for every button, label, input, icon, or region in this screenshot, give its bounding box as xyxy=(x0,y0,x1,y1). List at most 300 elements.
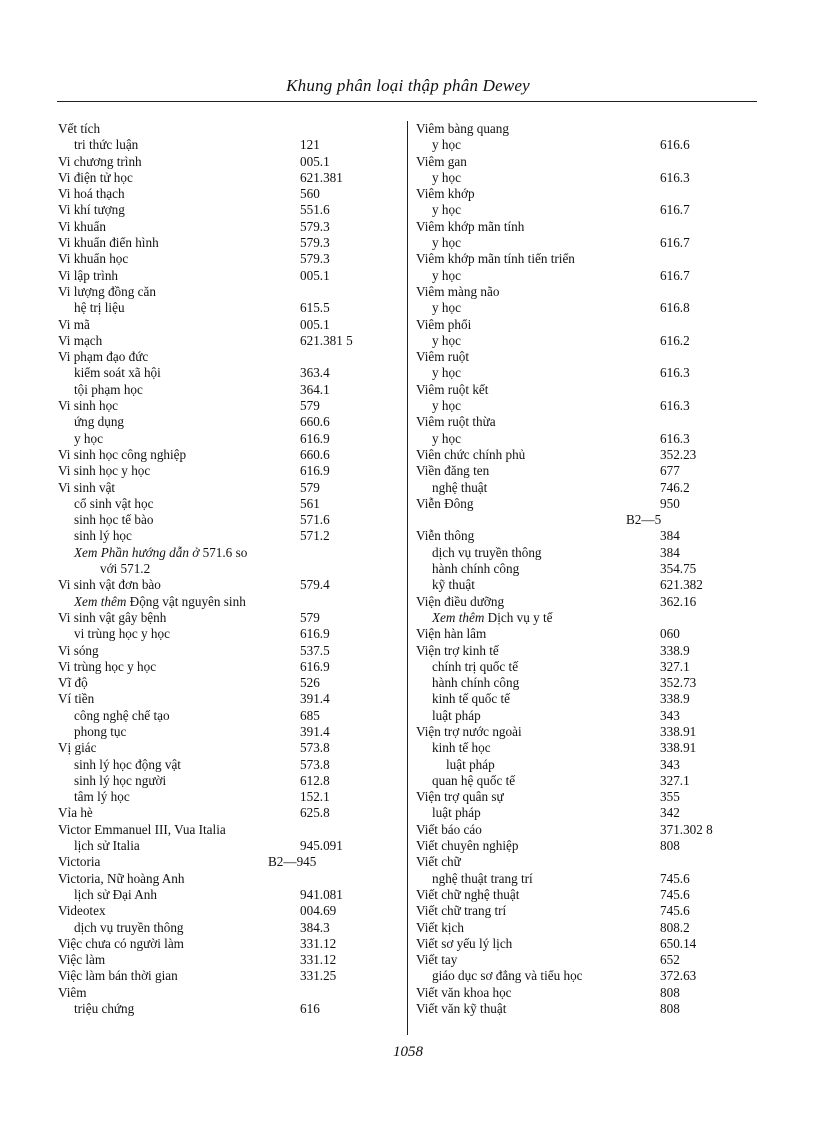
class-number: 745.6 xyxy=(660,870,690,886)
see-reference-target: Dịch vụ y tế xyxy=(484,609,553,625)
index-entry xyxy=(58,675,406,691)
class-number: 005.1 xyxy=(300,153,330,169)
index-entry xyxy=(58,740,406,756)
index-term: quan hệ quốc tế xyxy=(432,772,516,788)
index-entry xyxy=(58,186,406,202)
index-term: kỹ thuật xyxy=(432,577,475,593)
index-entry xyxy=(58,300,406,316)
index-term: Viết tay xyxy=(416,952,458,968)
index-term: Vi mã xyxy=(58,316,90,332)
index-entry xyxy=(416,512,716,528)
class-number: 616.7 xyxy=(660,202,690,218)
index-term: y học xyxy=(432,430,461,446)
index-term: Vi trùng học y học xyxy=(58,658,157,674)
class-number: 677 xyxy=(660,463,680,479)
index-term: Viền đăng ten xyxy=(416,463,490,479)
class-number: 621.382 xyxy=(660,577,703,593)
index-entry xyxy=(416,349,716,365)
index-entry xyxy=(58,610,406,626)
index-entry xyxy=(58,985,406,1001)
index-entry xyxy=(58,431,406,447)
index-entry xyxy=(58,137,406,153)
index-entry xyxy=(416,398,716,414)
index-entry xyxy=(58,463,406,479)
index-entry xyxy=(416,985,716,1001)
index-column-left xyxy=(58,121,406,1017)
index-term: Vi sinh vật xyxy=(58,479,116,495)
index-entry xyxy=(58,317,406,333)
index-entry xyxy=(58,691,406,707)
class-number: 660.6 xyxy=(300,446,330,462)
index-term: Vi sinh vật đơn bào xyxy=(58,577,161,593)
class-number: 621.381 5 xyxy=(300,332,353,348)
index-term: Việc làm xyxy=(58,952,106,968)
class-number: 352.23 xyxy=(660,446,697,462)
class-number: 579 xyxy=(300,479,320,495)
class-number: 571.6 xyxy=(300,512,330,528)
index-term: kinh tế học xyxy=(432,740,491,756)
class-number: 616.9 xyxy=(300,430,330,446)
index-entry xyxy=(416,300,716,316)
class-number: 685 xyxy=(300,707,320,723)
index-term: Vi sinh học y học xyxy=(58,463,151,479)
class-number: 650.14 xyxy=(660,935,697,951)
index-entry xyxy=(58,708,406,724)
index-entry xyxy=(58,952,406,968)
index-term: luật pháp xyxy=(432,707,481,723)
index-term: luật pháp xyxy=(432,805,481,821)
class-number: 808 xyxy=(660,838,680,854)
index-term: Viễn Đông xyxy=(416,495,474,511)
index-entry xyxy=(416,643,716,659)
index-entry xyxy=(58,659,406,675)
index-term: kinh tế quốc tế xyxy=(432,691,511,707)
index-term: nghệ thuật trang trí xyxy=(432,870,533,886)
class-number: 745.6 xyxy=(660,903,690,919)
class-number: 616 xyxy=(300,1001,320,1017)
class-number: 652 xyxy=(660,952,680,968)
index-term: sinh lý học người xyxy=(74,772,167,788)
see-reference-label: Xem Phần hướng dẫn ở xyxy=(74,544,200,560)
class-number: 615.5 xyxy=(300,300,330,316)
index-term: Viễn thông xyxy=(416,528,475,544)
index-entry xyxy=(58,871,406,887)
index-term: tội phạm học xyxy=(74,381,143,397)
index-term: Viêm ruột kết xyxy=(416,381,489,397)
class-number: 384 xyxy=(660,528,680,544)
index-entry xyxy=(416,1001,716,1017)
class-number: 372.63 xyxy=(660,968,697,984)
index-term: y học xyxy=(432,332,461,348)
class-number: 616.6 xyxy=(660,137,690,153)
index-entry xyxy=(416,154,716,170)
index-term: Viêm khớp mãn tính tiến triển xyxy=(416,251,575,267)
index-entry xyxy=(58,789,406,805)
index-entry xyxy=(416,610,716,626)
index-entry xyxy=(58,528,406,544)
index-entry xyxy=(416,854,716,870)
see-reference-label: Xem thêm xyxy=(432,609,485,625)
index-entry xyxy=(416,414,716,430)
index-term: sinh lý học xyxy=(74,528,132,544)
index-term: Viên chức chính phủ xyxy=(416,446,526,462)
index-term: tâm lý học xyxy=(74,789,130,805)
class-number: 579.3 xyxy=(300,235,330,251)
index-entry xyxy=(416,626,716,642)
class-number: B2—945 xyxy=(268,854,317,870)
class-number: 551.6 xyxy=(300,202,330,218)
class-number: 060 xyxy=(660,626,680,642)
index-term: Vi phạm đạo đức xyxy=(58,349,149,365)
index-entry xyxy=(416,251,716,267)
class-number: 384.3 xyxy=(300,919,330,935)
class-number: 579.3 xyxy=(300,218,330,234)
index-term: Viện điều dưỡng xyxy=(416,593,505,609)
index-entry xyxy=(58,920,406,936)
index-entry xyxy=(58,903,406,919)
index-entry xyxy=(58,496,406,512)
index-entry xyxy=(416,382,716,398)
class-number: 660.6 xyxy=(300,414,330,430)
index-term: Viện trợ kinh tế xyxy=(416,642,499,658)
class-number: 616.9 xyxy=(300,658,330,674)
index-term: sinh lý học động vật xyxy=(74,756,181,772)
index-term: y học xyxy=(432,137,461,153)
index-entry xyxy=(58,822,406,838)
index-term: Viết văn kỹ thuật xyxy=(416,1001,507,1017)
class-number: 352.73 xyxy=(660,675,697,691)
class-number: 616.3 xyxy=(660,365,690,381)
index-term: Vi sinh học công nghiệp xyxy=(58,446,187,462)
class-number: 005.1 xyxy=(300,316,330,332)
class-number: 625.8 xyxy=(300,805,330,821)
index-entry xyxy=(416,838,716,854)
class-number: 950 xyxy=(660,495,680,511)
class-number: 343 xyxy=(660,707,680,723)
index-entry xyxy=(58,398,406,414)
index-entry xyxy=(416,528,716,544)
index-term: Viêm màng não xyxy=(416,283,500,299)
index-term: y học xyxy=(432,267,461,283)
index-term: y học xyxy=(432,202,461,218)
index-term: phong tục xyxy=(74,723,127,739)
class-number: 561 xyxy=(300,495,320,511)
index-term: Victoria xyxy=(58,854,101,870)
index-term: giáo dục sơ đẳng và tiểu học xyxy=(432,968,583,984)
index-entry xyxy=(416,121,716,137)
class-number: 152.1 xyxy=(300,789,330,805)
index-entry xyxy=(58,235,406,251)
index-term: y học xyxy=(74,430,103,446)
index-term: dịch vụ truyền thông xyxy=(432,544,542,560)
index-term xyxy=(432,610,553,626)
see-reference-label: Xem thêm xyxy=(74,593,127,609)
index-entry xyxy=(58,594,406,610)
index-term: hành chính công xyxy=(432,675,520,691)
class-number: B2—5 xyxy=(626,512,662,528)
index-term: dịch vụ truyền thông xyxy=(74,919,184,935)
class-number: 537.5 xyxy=(300,642,330,658)
index-term: Viêm gan xyxy=(416,153,467,169)
index-entry xyxy=(416,235,716,251)
index-entry xyxy=(58,414,406,430)
index-term xyxy=(74,594,246,610)
class-number: 005.1 xyxy=(300,267,330,283)
index-entry xyxy=(416,822,716,838)
index-term: Vi sóng xyxy=(58,642,99,658)
index-entry xyxy=(416,431,716,447)
index-entry xyxy=(416,887,716,903)
index-term: Viện trợ nước ngoài xyxy=(416,723,522,739)
index-entry xyxy=(58,854,406,870)
index-term: Videotex xyxy=(58,903,106,919)
index-entry xyxy=(416,480,716,496)
class-number: 327.1 xyxy=(660,658,690,674)
index-entry xyxy=(58,561,406,577)
class-number: 616.9 xyxy=(300,626,330,642)
index-entry xyxy=(416,903,716,919)
index-entry xyxy=(416,659,716,675)
class-number: 745.6 xyxy=(660,886,690,902)
index-entry xyxy=(416,137,716,153)
class-number: 391.4 xyxy=(300,723,330,739)
index-entry xyxy=(416,594,716,610)
class-number: 941.081 xyxy=(300,886,343,902)
index-entry xyxy=(416,968,716,984)
class-number: 616.3 xyxy=(660,430,690,446)
index-term: Viết báo cáo xyxy=(416,821,482,837)
class-number: 616.9 xyxy=(300,463,330,479)
see-reference-target: 571.6 so xyxy=(199,544,248,560)
class-number: 364.1 xyxy=(300,381,330,397)
index-term: Vi khuẩn xyxy=(58,218,106,234)
class-number: 354.75 xyxy=(660,561,697,577)
class-number: 808.2 xyxy=(660,919,690,935)
index-entry xyxy=(58,1001,406,1017)
class-number: 526 xyxy=(300,675,320,691)
index-entry xyxy=(416,219,716,235)
index-entry xyxy=(416,545,716,561)
index-term: vi trùng học y học xyxy=(74,626,170,642)
index-term: Vỉa hè xyxy=(58,805,93,821)
index-column-right xyxy=(416,121,716,1017)
class-number: 362.16 xyxy=(660,593,697,609)
index-term: với 571.2 xyxy=(100,561,151,577)
index-term: Viết chữ nghệ thuật xyxy=(416,886,520,902)
index-term: công nghệ chế tạo xyxy=(74,707,170,723)
class-number: 571.2 xyxy=(300,528,330,544)
see-reference-target: Động vật nguyên sinh xyxy=(126,593,246,609)
class-number: 355 xyxy=(660,789,680,805)
index-entry xyxy=(416,740,716,756)
class-number: 384 xyxy=(660,544,680,560)
class-number: 342 xyxy=(660,805,680,821)
index-term: y học xyxy=(432,300,461,316)
index-term: sinh học tế bào xyxy=(74,512,154,528)
class-number: 560 xyxy=(300,186,320,202)
class-number: 338.91 xyxy=(660,740,697,756)
index-entry xyxy=(416,757,716,773)
class-number: 579.4 xyxy=(300,577,330,593)
index-entry xyxy=(416,496,716,512)
class-number: 327.1 xyxy=(660,772,690,788)
index-term: Viết chữ xyxy=(416,854,461,870)
index-term: Victoria, Nữ hoàng Anh xyxy=(58,870,185,886)
index-entry xyxy=(58,382,406,398)
class-number: 616.3 xyxy=(660,169,690,185)
index-term: Ví tiền xyxy=(58,691,95,707)
header-rule xyxy=(57,101,757,102)
index-entry xyxy=(416,365,716,381)
index-term: kiểm soát xã hội xyxy=(74,365,161,381)
class-number: 579 xyxy=(300,398,320,414)
index-term: y học xyxy=(432,235,461,251)
index-entry xyxy=(58,968,406,984)
index-term: Vi sinh học xyxy=(58,398,119,414)
index-entry xyxy=(58,447,406,463)
index-entry xyxy=(58,121,406,137)
class-number: 573.8 xyxy=(300,740,330,756)
index-entry xyxy=(58,349,406,365)
index-term: Viết kịch xyxy=(416,919,464,935)
index-term: ứng dụng xyxy=(74,414,125,430)
index-term: Vi mạch xyxy=(58,332,103,348)
index-term: Viêm ruột xyxy=(416,349,470,365)
index-term: Viết sơ yếu lý lịch xyxy=(416,935,513,951)
index-term: Viết văn khoa học xyxy=(416,984,512,1000)
index-entry xyxy=(58,626,406,642)
index-term: Viết chuyên nghiệp xyxy=(416,838,519,854)
index-entry xyxy=(416,186,716,202)
index-term: Viêm bàng quang xyxy=(416,121,509,136)
index-term: Vi chương trình xyxy=(58,153,142,169)
index-term: Victor Emmanuel III, Vua Italia xyxy=(58,821,226,837)
index-term: Vĩ độ xyxy=(58,675,88,691)
index-term: y học xyxy=(432,398,461,414)
class-number: 945.091 xyxy=(300,838,343,854)
index-entry xyxy=(58,838,406,854)
class-number: 621.381 xyxy=(300,169,343,185)
index-entry xyxy=(416,789,716,805)
class-number: 808 xyxy=(660,984,680,1000)
index-entry xyxy=(58,757,406,773)
index-entry xyxy=(58,170,406,186)
index-term: chính trị quốc tế xyxy=(432,658,519,674)
class-number: 612.8 xyxy=(300,772,330,788)
index-term: Viết chữ trang trí xyxy=(416,903,507,919)
index-term: hành chính công xyxy=(432,561,520,577)
class-number: 616.8 xyxy=(660,300,690,316)
index-entry xyxy=(416,577,716,593)
index-entry xyxy=(58,202,406,218)
class-number: 331.25 xyxy=(300,968,337,984)
index-term: Vị giác xyxy=(58,740,97,756)
index-entry xyxy=(416,447,716,463)
class-number: 579 xyxy=(300,609,320,625)
index-term: Vi lập trình xyxy=(58,267,119,283)
class-number: 808 xyxy=(660,1001,680,1017)
class-number: 331.12 xyxy=(300,935,337,951)
index-entry xyxy=(416,675,716,691)
index-entry xyxy=(416,317,716,333)
index-term: y học xyxy=(432,365,461,381)
index-entry xyxy=(58,577,406,593)
index-entry xyxy=(58,154,406,170)
index-entry xyxy=(58,805,406,821)
index-term: Vi sinh vật gây bệnh xyxy=(58,609,167,625)
index-term: Vi khí tượng xyxy=(58,202,125,218)
class-number: 338.9 xyxy=(660,691,690,707)
index-entry xyxy=(58,545,406,561)
class-number: 573.8 xyxy=(300,756,330,772)
class-number: 616.7 xyxy=(660,267,690,283)
running-header: Khung phân loại thập phân Dewey xyxy=(286,76,530,95)
index-term: Viêm ruột thừa xyxy=(416,414,496,430)
index-entry xyxy=(416,952,716,968)
index-term: Vi điện tử học xyxy=(58,169,133,185)
index-entry xyxy=(58,724,406,740)
index-entry xyxy=(416,170,716,186)
index-entry xyxy=(416,773,716,789)
index-term: Vi khuẩn học xyxy=(58,251,129,267)
index-term: Viêm khớp xyxy=(416,186,475,202)
index-entry xyxy=(416,268,716,284)
index-term: Vết tích xyxy=(58,121,101,136)
column-divider xyxy=(407,121,408,1035)
index-entry xyxy=(416,871,716,887)
index-entry xyxy=(58,333,406,349)
index-entry xyxy=(58,219,406,235)
index-term: Viện trợ quân sự xyxy=(416,789,504,805)
index-term: Viêm xyxy=(58,984,87,1000)
index-entry xyxy=(416,920,716,936)
index-entry xyxy=(416,202,716,218)
index-term: tri thức luận xyxy=(74,137,139,153)
index-entry xyxy=(58,643,406,659)
index-term: Viêm khớp mãn tính xyxy=(416,218,525,234)
index-entry xyxy=(416,708,716,724)
index-entry xyxy=(416,333,716,349)
index-entry xyxy=(416,561,716,577)
index-entry xyxy=(416,805,716,821)
index-term: Việc làm bán thời gian xyxy=(58,968,178,984)
index-entry xyxy=(416,724,716,740)
index-entry xyxy=(416,691,716,707)
index-term: lịch sử Đại Anh xyxy=(74,886,157,902)
index-term: luật pháp xyxy=(446,756,495,772)
class-number: 338.91 xyxy=(660,723,697,739)
class-number: 343 xyxy=(660,756,680,772)
index-entry xyxy=(58,773,406,789)
index-entry xyxy=(416,936,716,952)
index-term: Viện hàn lâm xyxy=(416,626,487,642)
index-entry xyxy=(58,268,406,284)
index-term: nghệ thuật xyxy=(432,479,488,495)
index-entry xyxy=(58,887,406,903)
class-number: 371.302 8 xyxy=(660,821,713,837)
class-number: 363.4 xyxy=(300,365,330,381)
index-term: Viêm phổi xyxy=(416,316,472,332)
index-entry xyxy=(416,284,716,300)
index-entry xyxy=(58,251,406,267)
class-number: 121 xyxy=(300,137,320,153)
index-entry xyxy=(416,463,716,479)
page-number: 1058 xyxy=(393,1044,423,1060)
class-number: 004.69 xyxy=(300,903,337,919)
index-entry xyxy=(58,480,406,496)
index-term: lịch sử Italia xyxy=(74,838,140,854)
index-entry xyxy=(58,284,406,300)
